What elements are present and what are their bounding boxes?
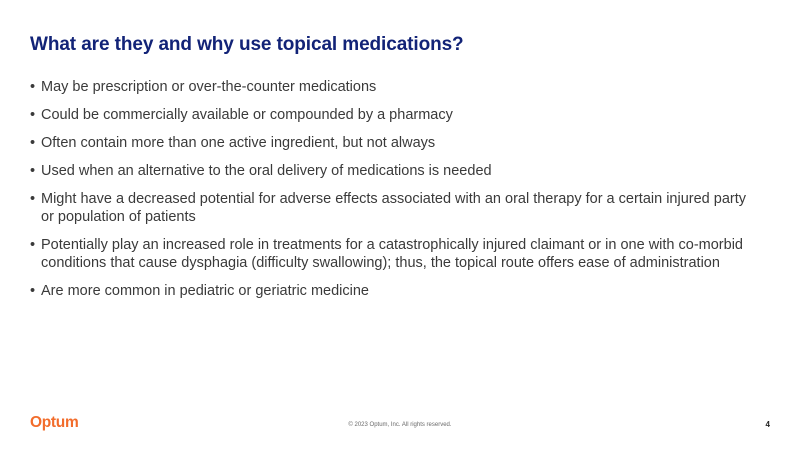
bullet-item — [30, 190, 750, 226]
bullet-text: May be prescription or over-the-counter medications — [41, 79, 377, 95]
bullet-dot-icon: • — [30, 163, 36, 179]
bullet-text: Might have a decreased potential for adverse effects associated with an oral therapy for a certain injured party or population of patients — [41, 191, 746, 225]
optum-logo: Optum — [30, 414, 79, 431]
bullet-text: Could be commercially available or compounded by a pharmacy — [41, 107, 453, 123]
bullet-dot-icon: • — [30, 107, 36, 123]
bullet-text: Potentially play an increased role in treatments for a catastrophically injured claimant or in one with co-morbid conditions that cause dysphagia (difficulty swallowing); thus, the topical route offers ease of administration — [41, 237, 743, 271]
bullet-item — [30, 282, 750, 300]
bullet-text: Are more common in pediatric or geriatric medicine — [41, 283, 369, 299]
slide-title: What are they and why use topical medications? — [30, 34, 464, 55]
bullet-item — [30, 78, 750, 96]
bullet-text: Used when an alternative to the oral delivery of medications is needed — [41, 163, 492, 179]
bullet-list — [30, 78, 750, 310]
bullet-dot-icon: • — [30, 237, 36, 253]
bullet-dot-icon: • — [30, 191, 36, 207]
copyright-notice: © 2023 Optum, Inc. All rights reserved. — [348, 422, 452, 428]
page-number: 4 — [765, 420, 770, 429]
bullet-dot-icon: • — [30, 79, 36, 95]
bullet-dot-icon: • — [30, 135, 36, 151]
bullet-item — [30, 106, 750, 124]
bullet-dot-icon: • — [30, 283, 36, 299]
bullet-item — [30, 162, 750, 180]
bullet-text: Often contain more than one active ingredient, but not always — [41, 135, 436, 151]
bullet-item — [30, 134, 750, 152]
bullet-item — [30, 236, 750, 272]
